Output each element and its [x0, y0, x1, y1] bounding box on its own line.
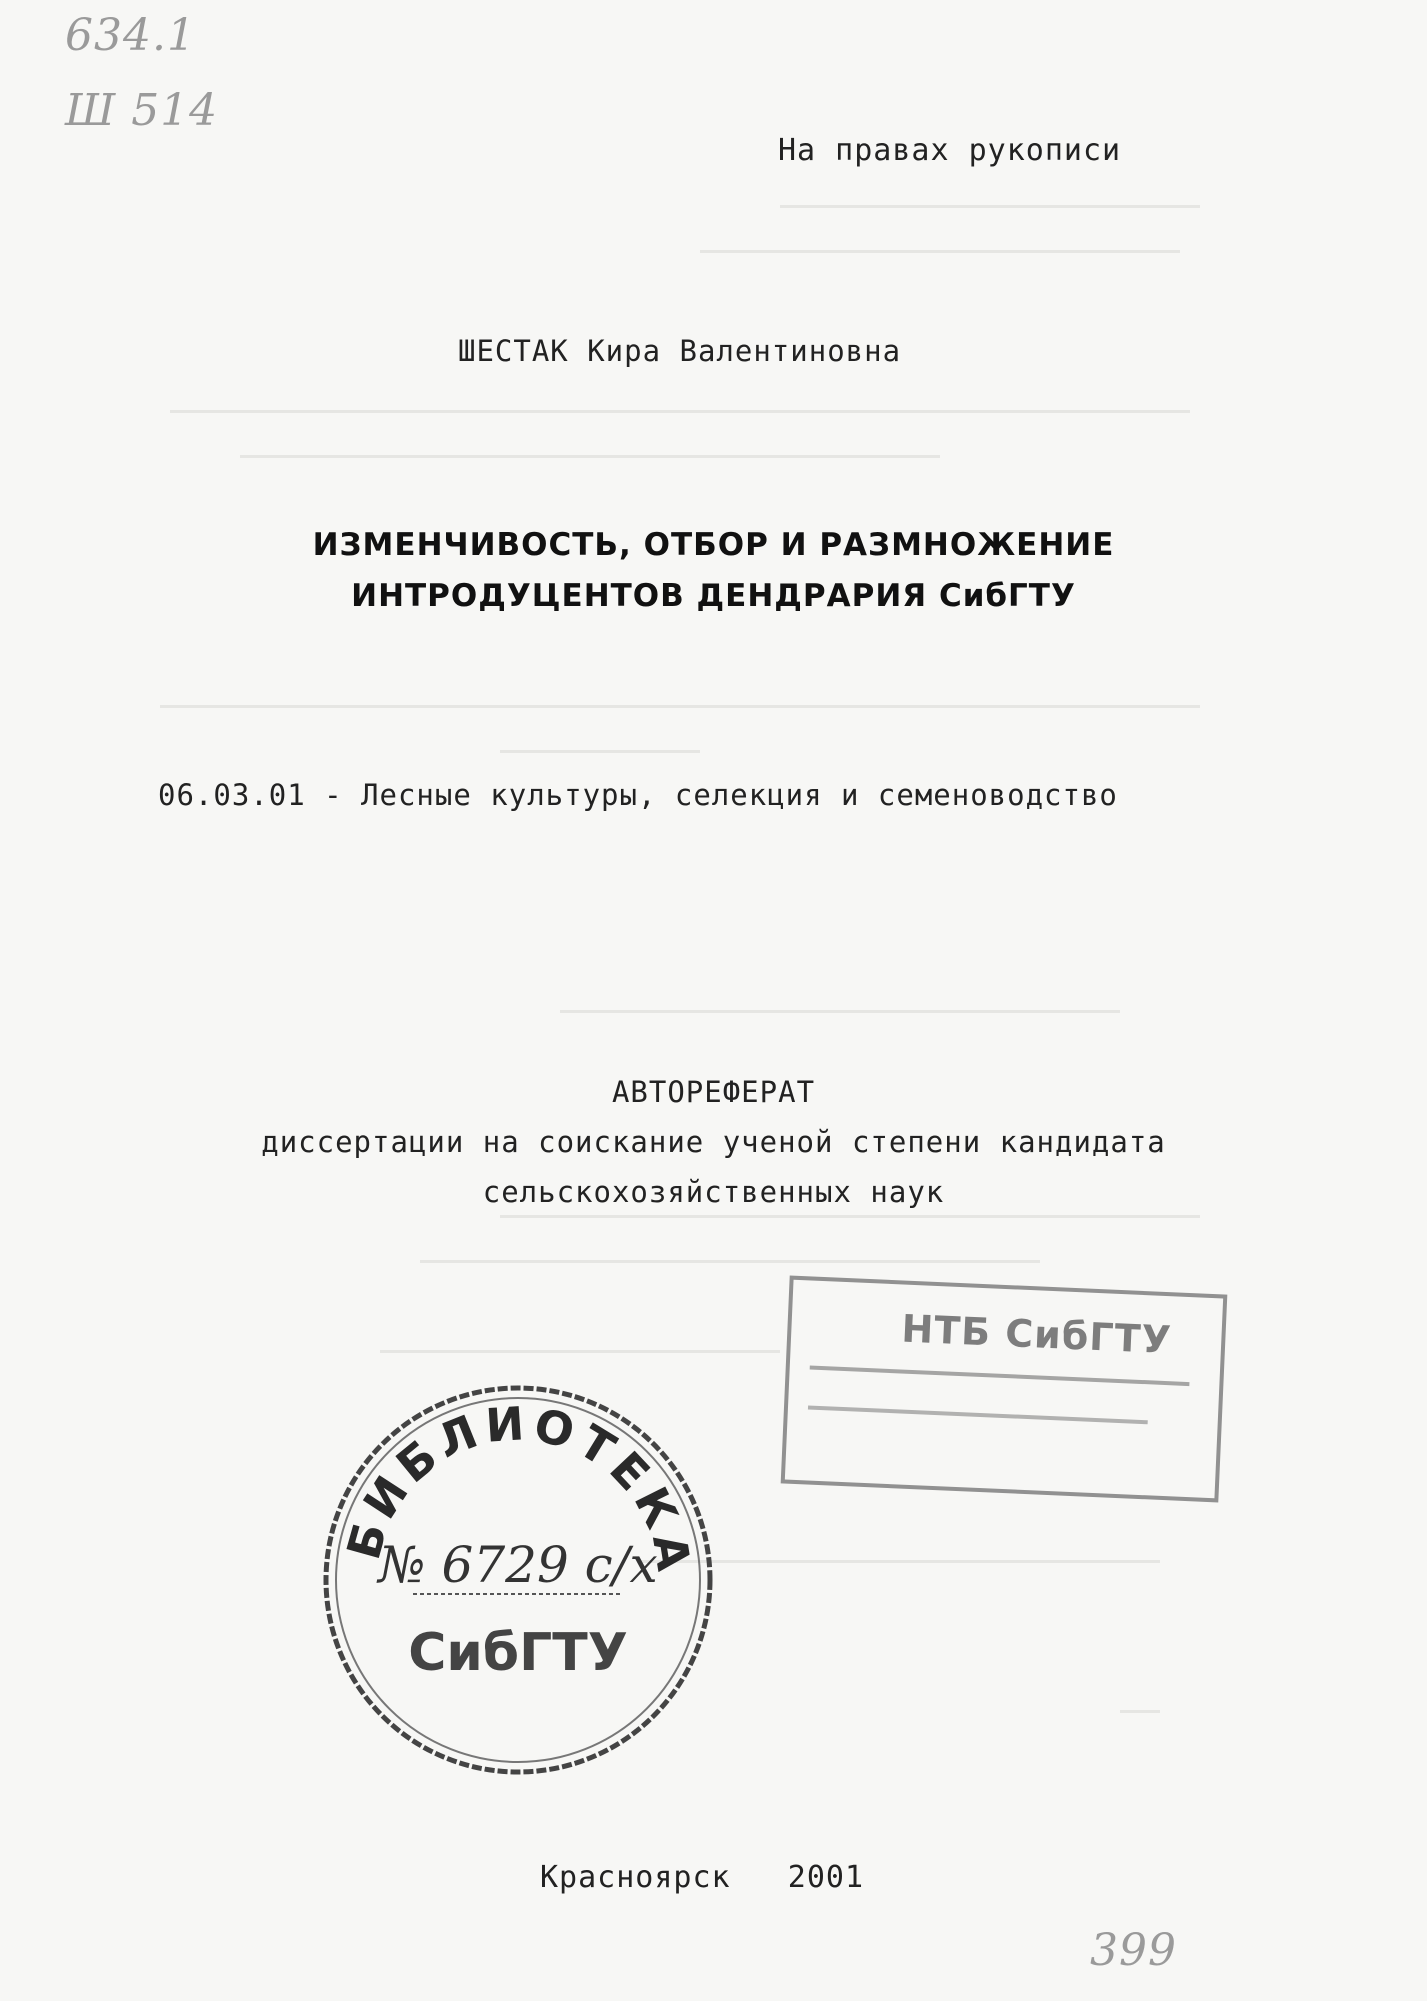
bleed-through-line	[240, 455, 940, 458]
handwritten-catalog-index: Ш 514	[65, 85, 219, 136]
bleed-through-line	[420, 1260, 1040, 1263]
bleed-through-line	[170, 410, 1190, 413]
bleed-through-line	[380, 1350, 780, 1353]
library-round-stamp	[318, 1380, 718, 1780]
title-line-2: ИНТРОДУЦЕНТОВ ДЕНДРАРИЯ СибГТУ	[351, 578, 1076, 614]
bleed-through-line	[500, 750, 700, 753]
city-year: Красноярск 2001	[540, 1860, 865, 1895]
document-type: АВТОРЕФЕРАТ	[611, 1075, 816, 1109]
bleed-through-line	[560, 1010, 1120, 1013]
handwritten-catalog-code: 634.1	[65, 10, 196, 61]
degree-line-2: сельскохозяйственных наук	[482, 1175, 945, 1209]
stamp-smudge-line	[808, 1405, 1148, 1424]
round-stamp-number: № 6729 с/х	[378, 1536, 658, 1594]
bleed-through-line	[780, 205, 1200, 208]
bleed-through-line	[1120, 1710, 1160, 1713]
library-rect-stamp	[781, 1276, 1228, 1503]
author-name: ШЕСТАК Кира Валентиновна	[458, 334, 902, 368]
stamp-smudge-line	[810, 1366, 1190, 1387]
bleed-through-line	[640, 1560, 1160, 1563]
round-stamp-ring-text: БИБЛИОТЕКА	[336, 1395, 702, 1581]
bleed-through-line	[700, 250, 1180, 253]
bleed-through-line	[160, 705, 1200, 708]
round-stamp-org: СибГТУ	[408, 1623, 628, 1683]
manuscript-rights-note: На правах рукописи	[778, 133, 1122, 168]
bleed-through-line	[500, 1215, 1200, 1218]
title-line-1: ИЗМЕНЧИВОСТЬ, ОТБОР И РАЗМНОЖЕНИЕ	[312, 527, 1115, 563]
rect-stamp-org: НТБ СибГТУ	[900, 1306, 1173, 1363]
handwritten-page-number: 399	[1090, 1925, 1177, 1976]
degree-line-1: диссертации на соискание ученой степени кандидата	[261, 1125, 1166, 1159]
specialty-code: 06.03.01 - Лесные культуры, селекция и семеноводство	[158, 778, 1118, 812]
